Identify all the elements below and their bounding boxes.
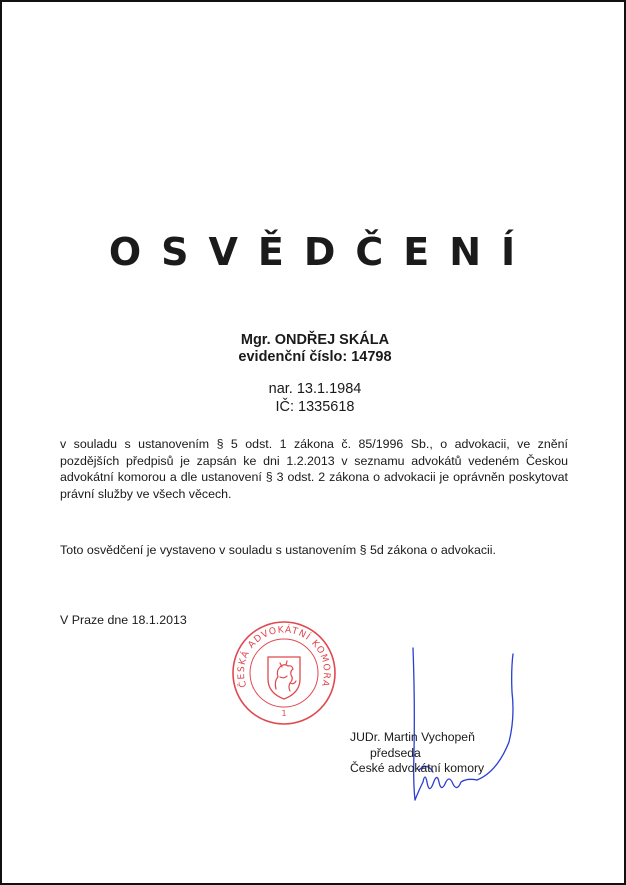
signatory-role: předseda (370, 745, 421, 760)
chamber-seal (230, 619, 338, 727)
birth-date: nar. 13.1.1984 (268, 381, 362, 397)
signatory-name: JUDr. Martin Vychopeň (350, 730, 475, 744)
seal-text: ČESKÁ ADVOKÁTNÍ KOMORA (235, 624, 333, 689)
handwritten-signature (397, 622, 527, 822)
document-title: OSVĚDČENÍ (108, 230, 536, 274)
registration-number: evidenční číslo: 14798 (238, 349, 392, 365)
issuance-note: Toto osvědčení je vystaveno v souladu s ustanovením § 5d zákona o advokacii. (60, 543, 497, 557)
seal-number: 1 (281, 709, 287, 718)
signatory-organization: České advokátní komory (350, 761, 485, 775)
ico-number: IČ: 1335618 (275, 399, 355, 415)
body-paragraph: v souladu s ustanovením § 5 odst. 1 zákona č. 85/1996 Sb., o advokacii, ve znění pozdějších předpisů je zapsán ke dni 1.2.2013 v seznamu advokátů vedeném Českou advokátní komorou a dle ustanovení § 3 odst. 2 zákona o advokacii je oprávněn poskytovat právní služby ve všech věcech. (60, 437, 568, 501)
holder-name: Mgr. ONDŘEJ SKÁLA (240, 332, 390, 348)
place-and-date: V Praze dne 18.1.2013 (60, 613, 187, 627)
signatory-block (350, 730, 510, 777)
